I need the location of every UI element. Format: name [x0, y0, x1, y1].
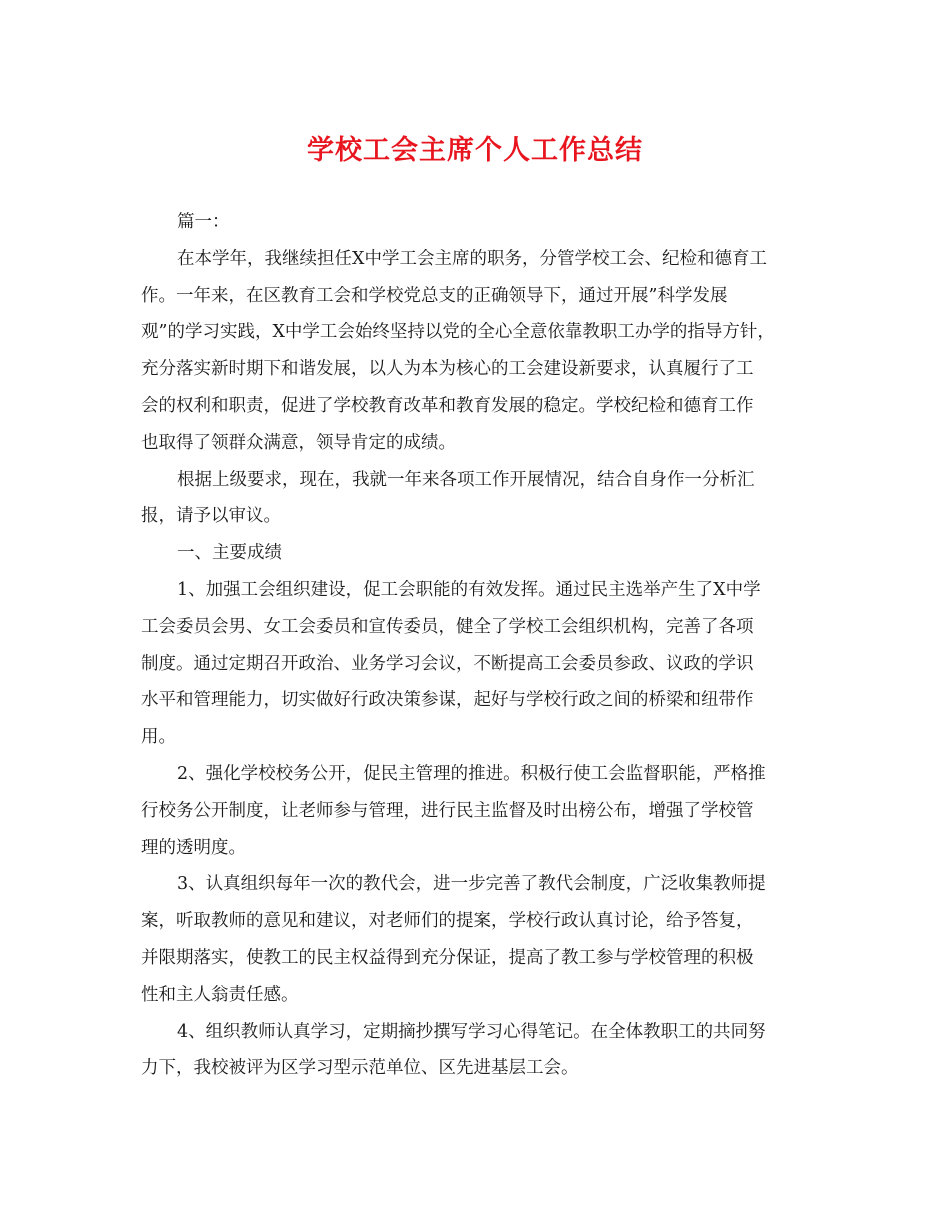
paragraph	[141, 866, 809, 1013]
document-body	[141, 204, 809, 1087]
paragraph-line: 理的透明度。	[141, 837, 246, 858]
paragraph-line: 在本学年，我继续担任X中学工会主席的职务，分管学校工会、纪检和德育工	[177, 248, 767, 269]
paragraph-line: 作。一年来，在区教育工会和学校党总支的正确领导下，通过开展”科学发展	[141, 285, 728, 306]
paragraph-line: 力下，我校被评为区学习型示范单位、区先进基层工会。	[141, 1058, 579, 1079]
paragraph-line: 充分落实新时期下和谐发展，以人为本为核心的工会建设新要求，认真履行了工	[141, 359, 754, 380]
paragraph-line: 篇一：	[177, 212, 230, 232]
document-title: 学校工会主席个人工作总结	[307, 135, 643, 166]
paragraph-line: 性和主人翁责任感。	[141, 984, 299, 1005]
paragraph-line: 也取得了领群众满意，领导肯定的成绩。	[141, 432, 456, 453]
paragraph-line: 水平和管理能力，切实做好行政决策参谋，起好与学校行政之间的桥梁和纽带作	[141, 690, 754, 711]
paragraph-line: 案，听取教师的意见和建议，对老师们的提案，学校行政认真讨论，给予答复，	[141, 911, 754, 932]
paragraph-line: 观”的学习实践，X中学工会始终坚持以党的全心全意依靠教职工办学的指导方针，	[141, 322, 775, 343]
paragraph	[141, 241, 809, 462]
paragraph	[141, 204, 809, 241]
paragraph-line: 工会委员会男、女工会委员和宣传委员，健全了学校工会组织机构，完善了各项	[141, 616, 754, 637]
paragraph	[141, 535, 809, 572]
paragraph-line: 制度。通过定期召开政治、业务学习会议，不断提高工会委员参政、议政的学识	[141, 653, 754, 674]
paragraph-line: 2、强化学校校务公开，促民主管理的推进。积极行使工会监督职能，严格推	[177, 763, 766, 784]
paragraph-line: 用。	[141, 727, 176, 748]
paragraph	[141, 572, 809, 756]
paragraph-line: 根据上级要求，现在，我就一年来各项工作开展情况，结合自身作一分析汇	[177, 469, 755, 490]
paragraph-line: 报，请予以审议。	[141, 506, 281, 527]
paragraph	[141, 462, 809, 536]
paragraph-line: 行校务公开制度，让老师参与管理，进行民主监督及时出榜公布，增强了学校管	[141, 800, 754, 821]
paragraph-line: 3、认真组织每年一次的教代会，进一步完善了教代会制度，广泛收集教师提	[177, 874, 766, 895]
paragraph-line: 4、组织教师认真学习，定期摘抄撰写学习心得笔记。在全体教职工的共同努	[177, 1021, 766, 1042]
paragraph-line: 会的权利和职责，促进了学校教育改革和教育发展的稳定。学校纪检和德育工作	[141, 395, 754, 416]
paragraph	[141, 756, 809, 866]
paragraph-line: 一、主要成绩	[177, 543, 282, 564]
paragraph-line: 并限期落实，使教工的民主权益得到充分保证，提高了教工参与学校管理的积极	[141, 947, 754, 968]
paragraph	[141, 1014, 809, 1088]
paragraph-line: 1、加强工会组织建设，促工会职能的有效发挥。通过民主选举产生了X中学	[177, 579, 761, 600]
